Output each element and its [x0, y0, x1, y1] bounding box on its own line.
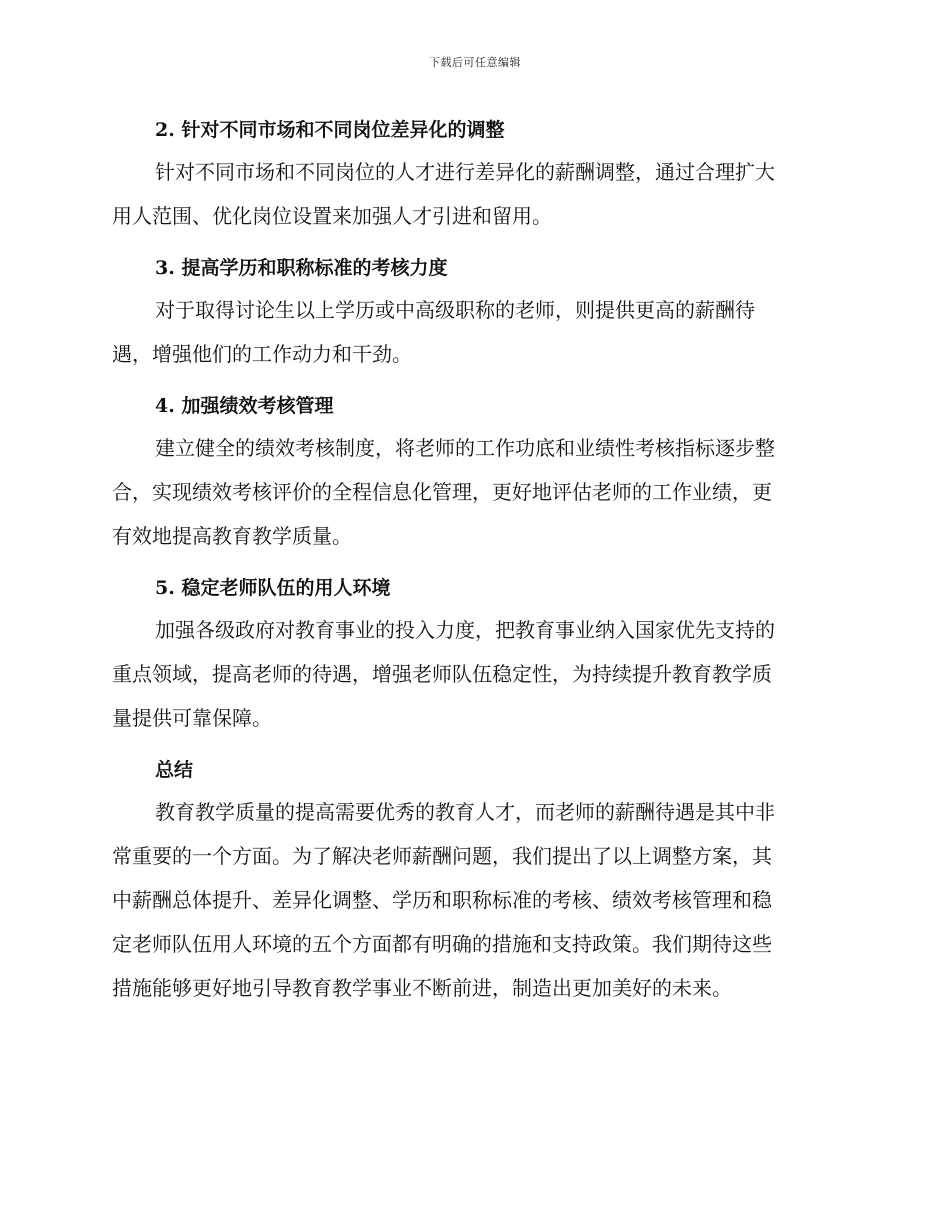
- summary-paragraph: [112, 790, 834, 1010]
- section-heading: 5. 稳定老师队伍的用人环境: [155, 577, 391, 599]
- paragraph-line: 量提供可靠保障。: [112, 706, 272, 730]
- section-heading: 3. 提高学历和职称标准的考核力度: [155, 257, 448, 279]
- page-header: 下载后可任意编辑: [429, 56, 521, 69]
- paragraph-line: 重点领域，提高老师的待遇，增强老师队伍稳定性，为持续提升教育教学质: [112, 662, 772, 686]
- paragraph-line: 建立健全的绩效考核制度，将老师的工作功底和业绩性考核指标逐步整: [155, 436, 775, 460]
- paragraph-line: 有效地提高教育教学质量。: [112, 524, 352, 548]
- paragraph-line: 针对不同市场和不同岗位的人才进行差异化的薪酬调整，通过合理扩大: [155, 160, 775, 184]
- document-body: [112, 110, 834, 1020]
- section-heading: 4. 加强绩效考核管理: [155, 395, 334, 417]
- section-paragraph: [112, 608, 834, 740]
- paragraph-line: 用人范围、优化岗位设置来加强人才引进和留用。: [112, 204, 552, 228]
- paragraph-line: 措施能够更好地引导教育教学事业不断前进，制造出更加美好的未来。: [112, 976, 732, 1000]
- section-paragraph: [112, 150, 834, 238]
- paragraph-line: 中薪酬总体提升、差异化调整、学历和职称标准的考核、绩效考核管理和稳: [112, 888, 772, 912]
- paragraph-line: 遇，增强他们的工作动力和干劲。: [112, 342, 412, 366]
- summary-heading: 总结: [155, 759, 194, 781]
- paragraph-line: 合，实现绩效考核评价的全程信息化管理，更好地评估老师的工作业绩，更: [112, 480, 772, 504]
- section-paragraph: [112, 288, 834, 376]
- paragraph-line: 对于取得讨论生以上学历或中高级职称的老师，则提供更高的薪酬待: [155, 298, 755, 322]
- section-heading: 2. 针对不同市场和不同岗位差异化的调整: [155, 119, 505, 141]
- paragraph-line: 教育教学质量的提高需要优秀的教育人才，而老师的薪酬待遇是其中非: [155, 800, 775, 824]
- section-paragraph: [112, 426, 834, 558]
- paragraph-line: 定老师队伍用人环境的五个方面都有明确的措施和支持政策。我们期待这些: [112, 932, 772, 956]
- paragraph-line: 常重要的一个方面。为了解决老师薪酬问题，我们提出了以上调整方案，其: [112, 844, 772, 868]
- paragraph-line: 加强各级政府对教育事业的投入力度，把教育事业纳入国家优先支持的: [155, 618, 775, 642]
